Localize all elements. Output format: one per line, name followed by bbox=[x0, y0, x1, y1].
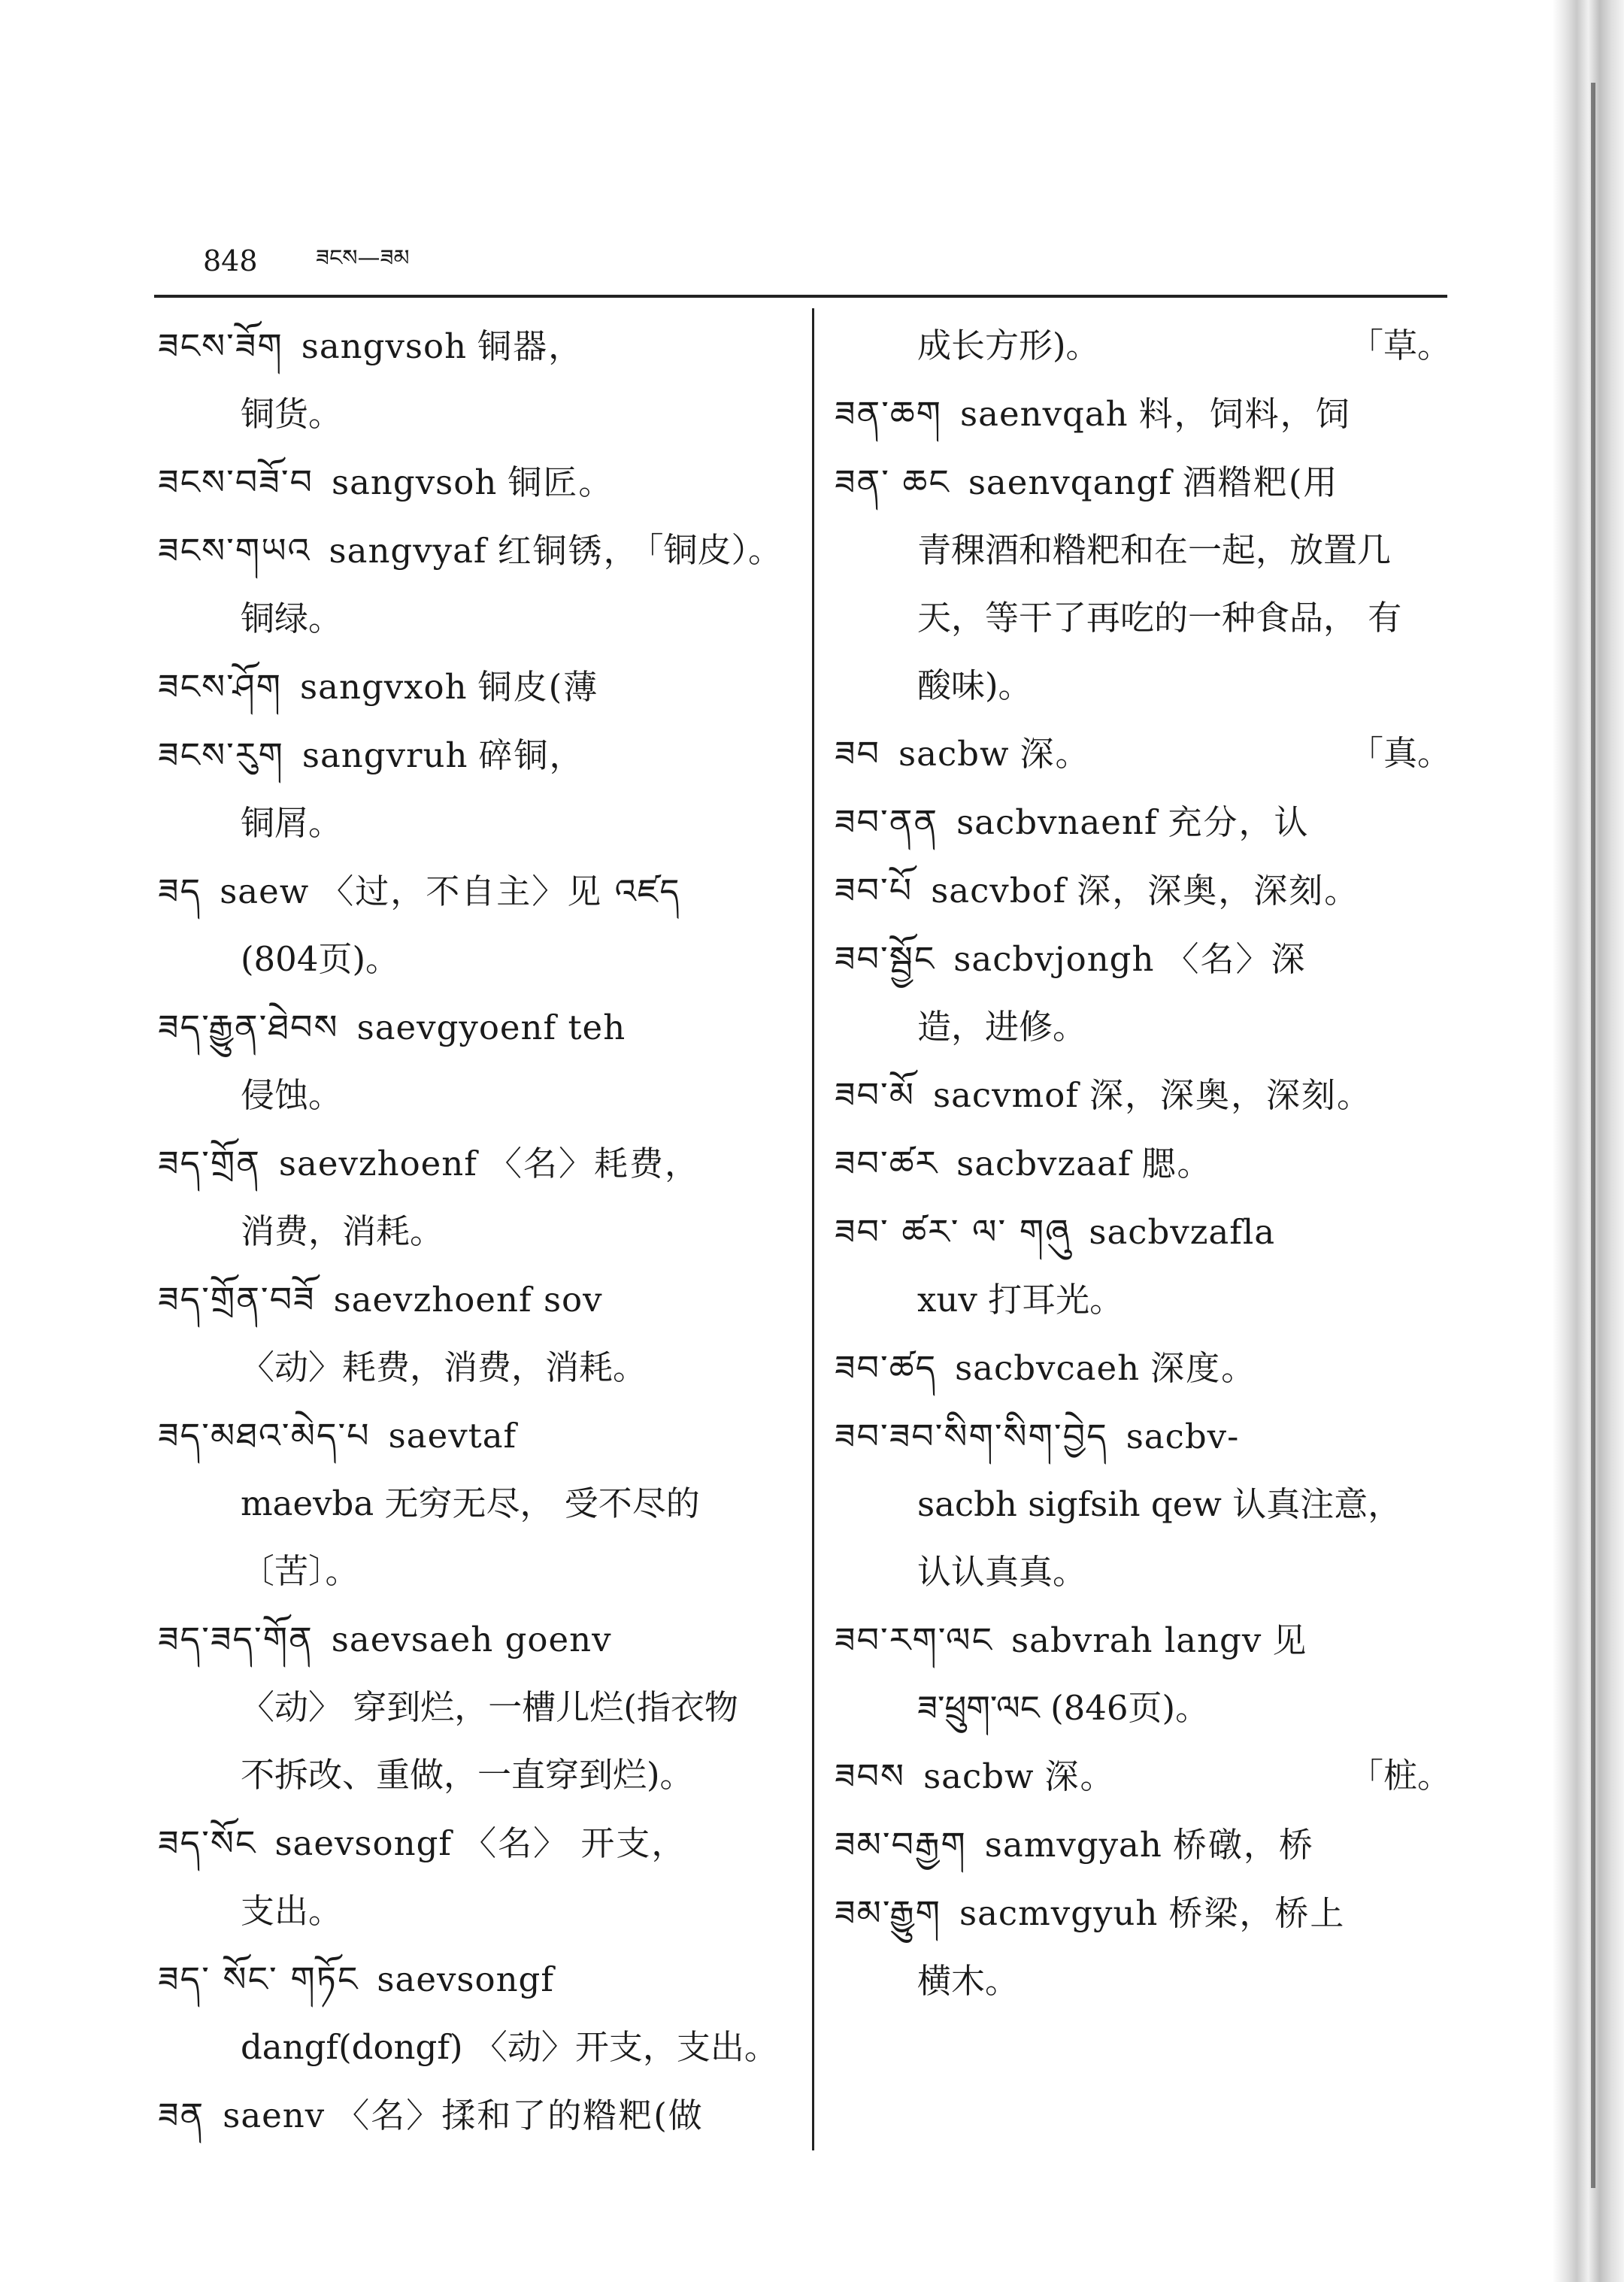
chinese-gloss: 〈过，不自主〉见 འཛད bbox=[320, 871, 681, 911]
entry-first-line bbox=[158, 448, 789, 517]
dictionary-entry bbox=[158, 312, 789, 448]
entry-first-line bbox=[158, 857, 789, 926]
entry-continuation-line: 侵蚀。 bbox=[241, 1075, 343, 1115]
phonetic-transcription: sangvsoh bbox=[301, 326, 468, 366]
phonetic-transcription: sangvruh bbox=[301, 735, 468, 775]
entry-first-line bbox=[158, 1129, 789, 1198]
dictionary-entry bbox=[158, 517, 789, 653]
phonetic-transcription: sacbvcaeh bbox=[955, 1348, 1141, 1388]
tibetan-headword: ཟངས་བཟོ་བ bbox=[158, 462, 314, 502]
margin-note: 「真。 bbox=[1349, 733, 1451, 773]
tibetan-headword: ཟབ་སྦྱོང bbox=[835, 938, 936, 979]
dictionary-entry bbox=[158, 2081, 789, 2150]
tibetan-headword: ཟད་རྒྱུན་ཐེབས bbox=[158, 1007, 339, 1047]
chinese-gloss: 腮。 bbox=[1141, 1144, 1213, 1183]
dictionary-entry bbox=[835, 312, 1459, 380]
chinese-gloss: 深。 bbox=[1044, 1756, 1116, 1796]
tibetan-headword: ཟད bbox=[158, 871, 202, 911]
margin-note: 「草。 bbox=[1349, 326, 1451, 365]
entry-continuation-line: 造，进修。 bbox=[917, 1007, 1087, 1047]
tibetan-headword: ཟབ་ནན bbox=[835, 802, 939, 842]
tibetan-headword: ཟངས་ཟོག bbox=[158, 326, 283, 366]
phonetic-transcription: sacbvzaaf bbox=[956, 1144, 1132, 1183]
entry-first-line bbox=[158, 1809, 789, 1877]
entry-continuation-line: 支出。 bbox=[241, 1891, 343, 1931]
entry-continuation-line: 横木。 bbox=[917, 1961, 1020, 2001]
tibetan-headword: ཟབ་པོ bbox=[835, 870, 914, 911]
tibetan-headword: ཟན་ ཆང bbox=[835, 462, 950, 502]
entry-continuation-line: 〈动〉 穿到烂，一槽儿烂(指衣物 bbox=[241, 1687, 738, 1727]
phonetic-transcription: saew bbox=[220, 871, 310, 911]
entry-continuation-line: dangf(dongf) 〈动〉开支，支出。 bbox=[241, 2027, 778, 2067]
entry-first-line bbox=[835, 788, 1459, 856]
entry-first-line bbox=[158, 993, 789, 1062]
chinese-gloss: 桥梁，桥上 bbox=[1168, 1893, 1346, 1933]
margin-note: 「铜皮）。 bbox=[629, 530, 782, 570]
chinese-gloss: 铜匠。 bbox=[508, 462, 614, 502]
entry-first-line bbox=[158, 2081, 789, 2150]
right-column bbox=[835, 312, 1459, 2015]
phonetic-transcription: sangvsoh bbox=[332, 462, 498, 502]
column-divider bbox=[812, 308, 814, 2150]
entry-first-line bbox=[835, 1811, 1459, 1879]
entry-first-line bbox=[835, 380, 1459, 448]
entry-continuation-line: 酸味)。 bbox=[917, 665, 1032, 705]
left-column bbox=[158, 312, 789, 2150]
phonetic-transcription: sabvrah langv bbox=[1011, 1620, 1262, 1660]
entry-first-line bbox=[158, 312, 789, 380]
phonetic-transcription: sacbv- bbox=[1126, 1417, 1240, 1456]
dictionary-entry bbox=[835, 1811, 1459, 1879]
tibetan-headword: ཟབས bbox=[835, 1756, 906, 1796]
chinese-gloss: 充分，认 bbox=[1168, 802, 1310, 842]
phonetic-transcription: saevtaf bbox=[388, 1416, 517, 1456]
tibetan-headword: ཟན bbox=[158, 2095, 205, 2135]
dictionary-entry bbox=[835, 925, 1459, 1061]
page-number: 848 bbox=[203, 244, 258, 277]
dictionary-entry bbox=[835, 1129, 1459, 1198]
dictionary-entry bbox=[158, 448, 789, 517]
tibetan-headword: ཟད་མཐའ་མེད་པ bbox=[158, 1415, 371, 1456]
phonetic-transcription: saenvqah bbox=[960, 394, 1129, 434]
entry-first-line bbox=[158, 1945, 789, 2014]
dictionary-entry bbox=[158, 721, 789, 857]
dictionary-entry bbox=[835, 1198, 1459, 1334]
dictionary-entry bbox=[835, 448, 1459, 720]
phonetic-transcription: samvgyah bbox=[984, 1825, 1162, 1865]
chinese-gloss: 深度。 bbox=[1150, 1348, 1257, 1388]
phonetic-transcription: sangvxoh bbox=[300, 667, 468, 707]
entry-first-line bbox=[835, 1879, 1459, 1947]
chinese-gloss: 红铜锈， bbox=[497, 531, 639, 571]
chinese-gloss: 见 bbox=[1272, 1620, 1308, 1660]
tibetan-headword: ཟབ་ཟབ་སིག་སིག་བྱེད bbox=[835, 1416, 1108, 1456]
entry-continuation-line: 〔苦〕。 bbox=[241, 1551, 359, 1591]
margin-note: 「桩。 bbox=[1349, 1756, 1451, 1796]
tibetan-headword: ཟངས་རུག bbox=[158, 735, 284, 775]
chinese-gloss: 深，深奥，深刻。 bbox=[1089, 1075, 1372, 1115]
phonetic-transcription: saevsaeh goenv bbox=[331, 1620, 612, 1659]
chinese-gloss: 〈名〉深 bbox=[1165, 939, 1307, 979]
dictionary-entry bbox=[835, 1879, 1459, 2015]
entry-continuation-line: (804页)。 bbox=[241, 939, 400, 979]
tibetan-headword: ཟན་ཆག bbox=[835, 393, 943, 434]
dictionary-entry bbox=[158, 1809, 789, 1945]
phonetic-transcription: saevsongf bbox=[377, 1959, 555, 1999]
dictionary-entry bbox=[835, 788, 1459, 856]
dictionary-entry bbox=[835, 1742, 1459, 1811]
phonetic-transcription: saevgyoenf teh bbox=[356, 1008, 626, 1047]
entry-continuation-line: 铜绿。 bbox=[241, 599, 343, 638]
entry-first-line bbox=[835, 448, 1459, 517]
entry-continuation-line: 认认真真。 bbox=[917, 1552, 1087, 1592]
phonetic-transcription: sacmvgyuh bbox=[959, 1893, 1159, 1933]
chinese-gloss: 桥礅，桥 bbox=[1172, 1825, 1314, 1865]
header-rule bbox=[154, 295, 1447, 298]
entry-first-line bbox=[835, 1334, 1459, 1402]
chinese-gloss: 〈名〉揉和了的糌粑(做 bbox=[335, 2096, 704, 2135]
phonetic-transcription: saenv bbox=[223, 2096, 326, 2135]
phonetic-transcription: saevzhoenf bbox=[278, 1144, 477, 1183]
entry-first-line bbox=[158, 1605, 789, 1674]
entry-first-line bbox=[158, 721, 789, 789]
chinese-gloss: 酒糌粑(用 bbox=[1182, 462, 1339, 502]
tibetan-headword: ཟམ་རྒྱུག bbox=[835, 1893, 941, 1933]
dictionary-entry bbox=[835, 1402, 1459, 1606]
tibetan-headword: ཟངས་གཡའ bbox=[158, 530, 311, 571]
entry-first-line bbox=[835, 925, 1459, 993]
phonetic-transcription: sacbvzafla bbox=[1089, 1212, 1276, 1252]
entry-continuation-line: sacbh sigfsih qew 认真注意， bbox=[917, 1484, 1402, 1524]
chinese-gloss: 料，饲料，饲 bbox=[1138, 394, 1351, 434]
entry-first-line bbox=[158, 653, 789, 721]
entry-continuation-line: 天，等干了再吃的一种食品， 有 bbox=[917, 598, 1402, 638]
phonetic-transcription: saevsongf bbox=[274, 1823, 453, 1863]
chinese-gloss: 〈名〉 开支， bbox=[462, 1823, 687, 1863]
entry-first-line bbox=[835, 1198, 1459, 1266]
entry-continuation-line: 不拆改、重做，一直穿到烂)。 bbox=[241, 1755, 694, 1795]
dictionary-entry bbox=[835, 380, 1459, 448]
dictionary-entry bbox=[835, 856, 1459, 925]
dictionary-entry bbox=[158, 1265, 789, 1402]
entry-first-line bbox=[835, 1129, 1459, 1198]
tibetan-headword: ཟབ bbox=[835, 733, 881, 774]
phonetic-transcription: sangvyaf bbox=[329, 531, 487, 571]
tibetan-headword: ཟད་སོང bbox=[158, 1823, 257, 1863]
chinese-gloss: 〈名〉耗费， bbox=[487, 1144, 700, 1183]
phonetic-transcription: sacbvjongh bbox=[953, 939, 1155, 979]
dictionary-entry bbox=[158, 1945, 789, 2081]
phonetic-transcription: saenvqangf bbox=[968, 462, 1172, 502]
dictionary-entry bbox=[158, 857, 789, 993]
chinese-gloss: 碎铜， bbox=[478, 735, 585, 775]
tibetan-headword: ཟབ་ཚར bbox=[835, 1143, 939, 1183]
tibetan-headword: ཟབ་རག་ལང bbox=[835, 1620, 994, 1660]
dictionary-entry bbox=[158, 653, 789, 721]
dictionary-entry bbox=[158, 993, 789, 1129]
phonetic-transcription: sacvbof bbox=[931, 871, 1067, 911]
entry-first-line bbox=[835, 1402, 1459, 1471]
dictionary-entry bbox=[158, 1605, 789, 1809]
tibetan-headword: ཟབ་ ཚར་ ལ་ གཞུ bbox=[835, 1211, 1071, 1252]
entry-first-line bbox=[835, 856, 1459, 925]
page-edge-shadow bbox=[1553, 0, 1624, 2282]
entry-continuation-line: 青稞酒和糌粑和在一起，放置几 bbox=[917, 530, 1392, 570]
tibetan-headword: ཟད་གྲོན་བཟོ bbox=[158, 1279, 316, 1320]
entry-first-line bbox=[835, 1061, 1459, 1129]
entry-continuation-line: 成长方形)。 bbox=[917, 326, 1100, 365]
chinese-gloss: 深。 bbox=[1020, 734, 1091, 774]
phonetic-transcription: sacvmof bbox=[933, 1075, 1079, 1115]
tibetan-headword: ཟམ་བརྒྱག bbox=[835, 1824, 967, 1865]
phonetic-transcription: sacbvnaenf bbox=[956, 802, 1158, 842]
entry-continuation-line: 消费，消耗。 bbox=[241, 1211, 444, 1251]
dictionary-entry bbox=[158, 1129, 789, 1265]
chinese-gloss: 铜皮(薄 bbox=[477, 667, 599, 707]
entry-continuation-line: 铜货。 bbox=[241, 394, 343, 434]
dictionary-entry bbox=[158, 1402, 789, 1605]
entry-continuation-line: maevba 无穷无尽， 受不尽的 bbox=[241, 1483, 700, 1523]
tibetan-headword: ཟད་ཟད་གོན bbox=[158, 1619, 314, 1659]
tibetan-headword: ཟབ་ཚད bbox=[835, 1347, 938, 1388]
running-head: ཟངས—ཟམ bbox=[316, 245, 410, 271]
entry-first-line bbox=[158, 1402, 789, 1470]
entry-continuation-line: 〈动〉耗费，消费，消耗。 bbox=[241, 1347, 647, 1387]
dictionary-entry bbox=[835, 1606, 1459, 1742]
tibetan-headword: ཟད་ སོང་ གཏོང bbox=[158, 1959, 359, 1999]
chinese-gloss: 铜器， bbox=[477, 326, 584, 366]
entry-continuation-line: ཟ་ཕྲུག་ལང (846页)。 bbox=[917, 1688, 1210, 1728]
dictionary-entry bbox=[835, 720, 1459, 788]
phonetic-transcription: sacbw bbox=[898, 734, 1010, 774]
tibetan-headword: ཟད་གྲོན bbox=[158, 1143, 261, 1183]
phonetic-transcription: saevzhoenf sov bbox=[333, 1280, 603, 1320]
dictionary-entry bbox=[835, 1334, 1459, 1402]
entry-continuation-line: 铜屑。 bbox=[241, 803, 343, 843]
entry-first-line bbox=[158, 1265, 789, 1334]
entry-first-line bbox=[835, 1606, 1459, 1674]
tibetan-headword: ཟབ་མོ bbox=[835, 1074, 915, 1115]
phonetic-transcription: sacbw bbox=[923, 1756, 1035, 1796]
page-edge-line bbox=[1591, 83, 1595, 2188]
dictionary-entry bbox=[835, 1061, 1459, 1129]
tibetan-headword: ཟངས་ཤོག bbox=[158, 666, 283, 707]
entry-continuation-line: xuv 打耳光。 bbox=[917, 1280, 1124, 1320]
chinese-gloss: 深，深奥，深刻。 bbox=[1077, 871, 1360, 911]
